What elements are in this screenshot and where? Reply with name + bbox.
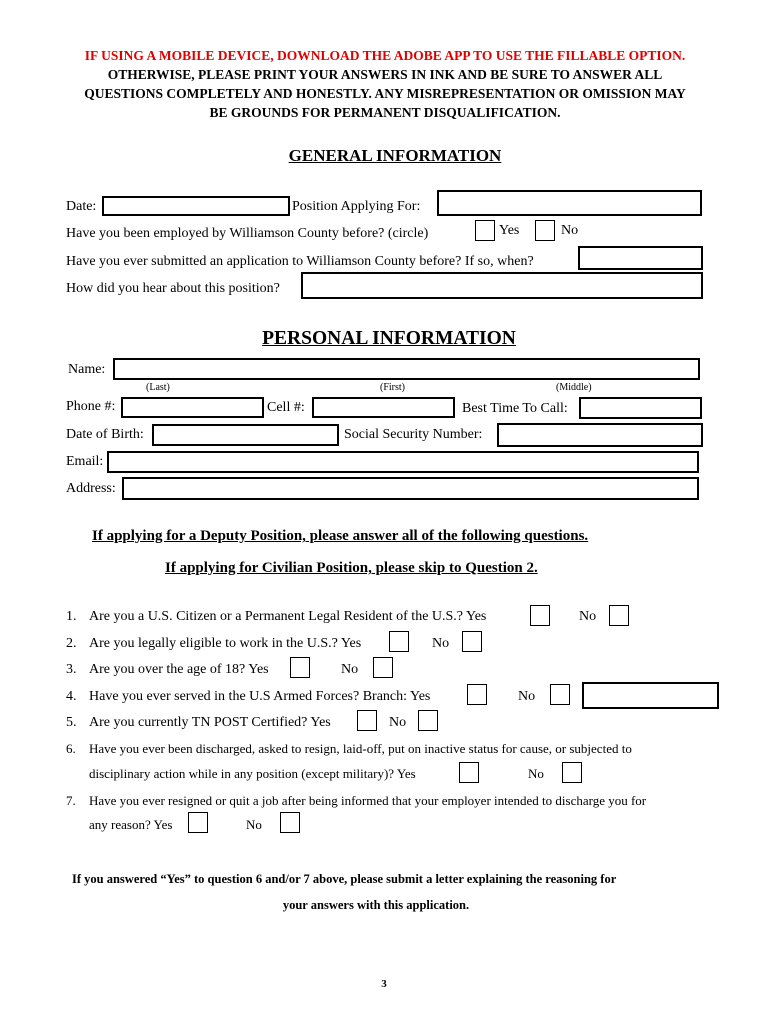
q1-yes-checkbox[interactable] — [530, 605, 550, 626]
ssn-label: Social Security Number: — [344, 427, 483, 442]
question-2-text: Are you legally eligible to work in the U.S.? Yes — [89, 636, 362, 651]
question-number: 3. — [66, 662, 77, 677]
q7-yes-checkbox[interactable] — [188, 812, 208, 833]
q2-no-label: No — [432, 636, 450, 651]
last-name-caption: (Last) — [146, 382, 170, 393]
q5-yes-checkbox[interactable] — [357, 710, 377, 731]
question-number: 1. — [66, 609, 77, 624]
position-label: Position Applying For: — [292, 199, 421, 214]
question-7-text-cont: any reason? Yes — [89, 817, 173, 832]
name-label: Name: — [68, 362, 106, 377]
dob-field[interactable] — [152, 424, 339, 446]
question-1-text: Are you a U.S. Citizen or a Permanent Legal Resident of the U.S.? Yes — [89, 609, 487, 624]
employed-no-checkbox[interactable] — [535, 220, 555, 241]
instructions-line-2: OTHERWISE, PLEASE PRINT YOUR ANSWERS IN INK AND BE SURE TO ANSWER ALL — [107, 67, 663, 82]
cell-field[interactable] — [312, 397, 455, 418]
question-number: 5. — [66, 715, 77, 730]
mobile-warning: IF USING A MOBILE DEVICE, DOWNLOAD THE ADOBE APP TO USE THE FILLABLE OPTION. — [84, 48, 686, 63]
question-5-text: Are you currently TN POST Certified? Yes — [89, 715, 331, 730]
q4-no-label: No — [518, 689, 536, 704]
email-label: Email: — [66, 454, 104, 469]
civilian-instructions: If applying for Civilian Position, please skip to Question 2. — [165, 560, 538, 576]
explanation-note-line-2: your answers with this application. — [282, 898, 470, 912]
employed-yes-label: Yes — [499, 223, 520, 238]
question-6-text-cont: disciplinary action while in any position (except military)? Yes — [89, 766, 416, 781]
question-6-text: Have you ever been discharged, asked to resign, laid-off, put on inactive status for cause, or subjected to — [89, 741, 632, 756]
cell-label: Cell #: — [267, 400, 305, 415]
page-number: 3 — [381, 978, 387, 990]
question-number: 7. — [66, 793, 76, 808]
instructions-line-4: BE GROUNDS FOR PERMANENT DISQUALIFICATION. — [209, 105, 561, 120]
personal-information-heading: PERSONAL INFORMATION — [262, 328, 516, 349]
q5-no-checkbox[interactable] — [418, 710, 438, 731]
q4-branch-field[interactable] — [582, 682, 719, 709]
position-field[interactable] — [437, 190, 702, 216]
employed-no-label: No — [561, 223, 579, 238]
employed-yes-checkbox[interactable] — [475, 220, 495, 241]
q3-yes-checkbox[interactable] — [290, 657, 310, 678]
submitted-when-field[interactable] — [578, 246, 703, 270]
hear-about-question: How did you hear about this position? — [66, 281, 280, 296]
employed-before-question: Have you been employed by Williamson County before? (circle) — [66, 226, 429, 241]
address-label: Address: — [66, 481, 116, 496]
q6-no-label: No — [528, 766, 544, 781]
first-name-caption: (First) — [380, 382, 405, 393]
ssn-field[interactable] — [497, 423, 703, 447]
question-number: 4. — [66, 689, 77, 704]
hear-about-field[interactable] — [301, 272, 703, 299]
question-number: 2. — [66, 636, 77, 651]
question-3-text: Are you over the age of 18? Yes — [89, 662, 269, 677]
name-field[interactable] — [113, 358, 700, 380]
dob-label: Date of Birth: — [66, 427, 144, 442]
address-field[interactable] — [122, 477, 699, 500]
q1-no-checkbox[interactable] — [609, 605, 629, 626]
date-field[interactable] — [102, 196, 290, 216]
phone-field[interactable] — [121, 397, 264, 418]
explanation-note-line-1: If you answered “Yes” to question 6 and/or 7 above, please submit a letter explaining the reasoning for — [72, 872, 617, 886]
q3-no-checkbox[interactable] — [373, 657, 393, 678]
q6-no-checkbox[interactable] — [562, 762, 582, 783]
q5-no-label: No — [389, 715, 407, 730]
instructions-line-3: QUESTIONS COMPLETELY AND HONESTLY. ANY MISREPRESENTATION OR OMISSION MAY — [84, 86, 686, 101]
question-4-text: Have you ever served in the U.S Armed Forces? Branch: Yes — [89, 689, 431, 704]
question-number: 6. — [66, 741, 76, 756]
q3-no-label: No — [341, 662, 359, 677]
best-time-field[interactable] — [579, 397, 702, 419]
phone-label: Phone #: — [66, 399, 116, 414]
general-information-heading: GENERAL INFORMATION — [288, 146, 502, 165]
date-label: Date: — [66, 199, 97, 214]
q1-no-label: No — [579, 609, 597, 624]
q7-no-label: No — [246, 817, 262, 832]
q6-yes-checkbox[interactable] — [459, 762, 479, 783]
middle-name-caption: (Middle) — [556, 382, 592, 393]
q2-yes-checkbox[interactable] — [389, 631, 409, 652]
q4-yes-checkbox[interactable] — [467, 684, 487, 705]
deputy-instructions: If applying for a Deputy Position, please answer all of the following questions. — [92, 528, 589, 544]
question-7-text: Have you ever resigned or quit a job after being informed that your employer intended to discharge you for — [89, 793, 647, 808]
q2-no-checkbox[interactable] — [462, 631, 482, 652]
q7-no-checkbox[interactable] — [280, 812, 300, 833]
best-time-label: Best Time To Call: — [462, 401, 568, 416]
email-field[interactable] — [107, 451, 699, 473]
q4-no-checkbox[interactable] — [550, 684, 570, 705]
submitted-before-question: Have you ever submitted an application to Williamson County before? If so, when? — [66, 254, 534, 269]
